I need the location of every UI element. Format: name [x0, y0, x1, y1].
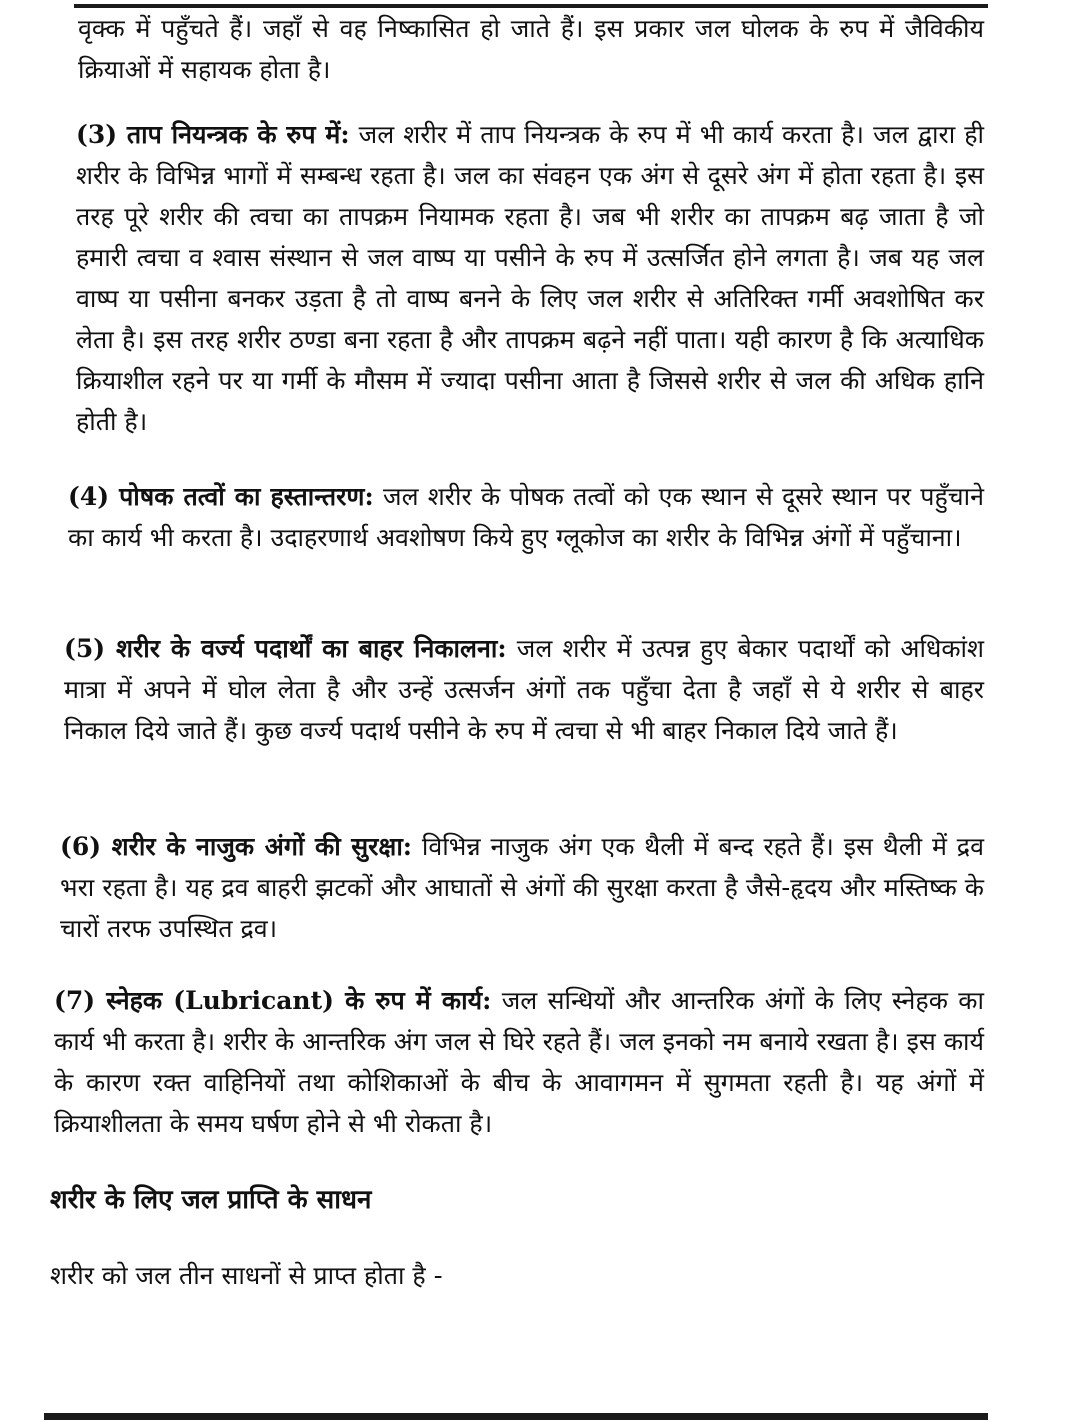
- paragraph-lubricant: [54, 980, 984, 1144]
- paragraph-text: जल शरीर में उत्पन्न हुए बेकार पदार्थों को अधिकांश मात्रा में अपने में घोल लेता है और उन्हें उत्सर्जन अंगों तक पहुँचा देता है जहाँ से ये शरीर से बाहर निकाल दिये जाते हैं। कुछ वर्ज्य पदार्थ पसीने के रुप में त्वचा से भी बाहर निकाल दिये जाते हैं।: [64, 634, 984, 745]
- paragraph-temperature-regulator: [76, 114, 984, 442]
- paragraph-waste-removal: [64, 628, 984, 751]
- paragraph-heading: (7) स्नेहक (Lubricant) के रुप में कार्य:: [54, 986, 492, 1015]
- paragraph-organ-protection: [60, 826, 984, 949]
- paragraph-text: जल शरीर में ताप नियन्त्रक के रुप में भी कार्य करता है। जल द्वारा ही शरीर के विभिन्न भागों में सम्बन्ध रहता है। जल का संवहन एक अंग से दूसरे अंग में होता रहता है। इस तरह पूरे शरीर की त्वचा का तापक्रम नियामक रहता है। जब भी शरीर का तापक्रम बढ़ जाता है जो हमारी त्वचा व श्वास संस्थान से जल वाष्प या पसीने के रुप में उत्सर्जित होने लगता है। जब यह जल वाष्प या पसीना बनकर उड़ता है तो वाष्प बनने के लिए जल शरीर से अतिरिक्त गर्मी अवशोषित कर लेता है। इस तरह शरीर ठण्डा बना रहता है और तापक्रम बढ़ने नहीं पाता। यही कारण है कि अत्याधिक क्रियाशील रहने पर या गर्मी के मौसम में ज्यादा पसीना आता है जिससे शरीर से जल की अधिक हानि होती है।: [76, 120, 984, 436]
- paragraph-heading: (4) पोषक तत्वों का हस्तान्तरण:: [68, 482, 374, 511]
- section-heading: शरीर के लिए जल प्राप्ति के साधन: [50, 1185, 372, 1215]
- paragraph-text: वृक्क में पहुँचते हैं। जहाँ से वह निष्कासित हो जाते हैं। इस प्रकार जल घोलक के रुप में जैविकीय क्रियाओं में सहायक होता है।: [78, 14, 984, 84]
- paragraph-heading: (6) शरीर के नाजुक अंगों की सुरक्षा:: [60, 832, 413, 861]
- paragraph-nutrient-transfer: [68, 476, 984, 558]
- paragraph-continuation: [78, 8, 984, 90]
- paragraph-heading: (5) शरीर के वर्ज्य पदार्थों का बाहर निकालना:: [64, 634, 507, 663]
- paragraph-text: विभिन्न नाजुक अंग एक थैली में बन्द रहते हैं। इस थैली में द्रव भरा रहता है। यह द्रव बाहरी झटकों और आघातों से अंगों की सुरक्षा करता है जैसे-हृदय और मस्तिष्क के चारों तरफ उपस्थित द्रव।: [60, 832, 984, 943]
- paragraph-text: जल सन्धियों और आन्तरिक अंगों के लिए स्नेहक का कार्य भी करता है। शरीर के आन्तरिक अंग जल से घिरे रहते हैं। जल इनको नम बनाये रखता है। इस कार्य के कारण रक्त वाहिनियों तथा कोशिकाओं के बीच के आवागमन में सुगमता रहती है। यह अंगों में क्रियाशीलता के समय घर्षण होने से भी रोकता है।: [54, 986, 984, 1138]
- section-intro: शरीर को जल तीन साधनों से प्राप्त होता है -: [50, 1261, 443, 1290]
- bottom-rule: [44, 1413, 988, 1420]
- paragraph-heading: (3) ताप नियन्त्रक के रुप में:: [76, 120, 350, 149]
- paragraph-text: जल शरीर के पोषक तत्वों को एक स्थान से दूसरे स्थान पर पहुँचाने का कार्य भी करता है। उदाहरणार्थ अवशोषण किये हुए ग्लूकोज का शरीर के विभिन्न अंगों में पहुँचाना।: [68, 482, 984, 552]
